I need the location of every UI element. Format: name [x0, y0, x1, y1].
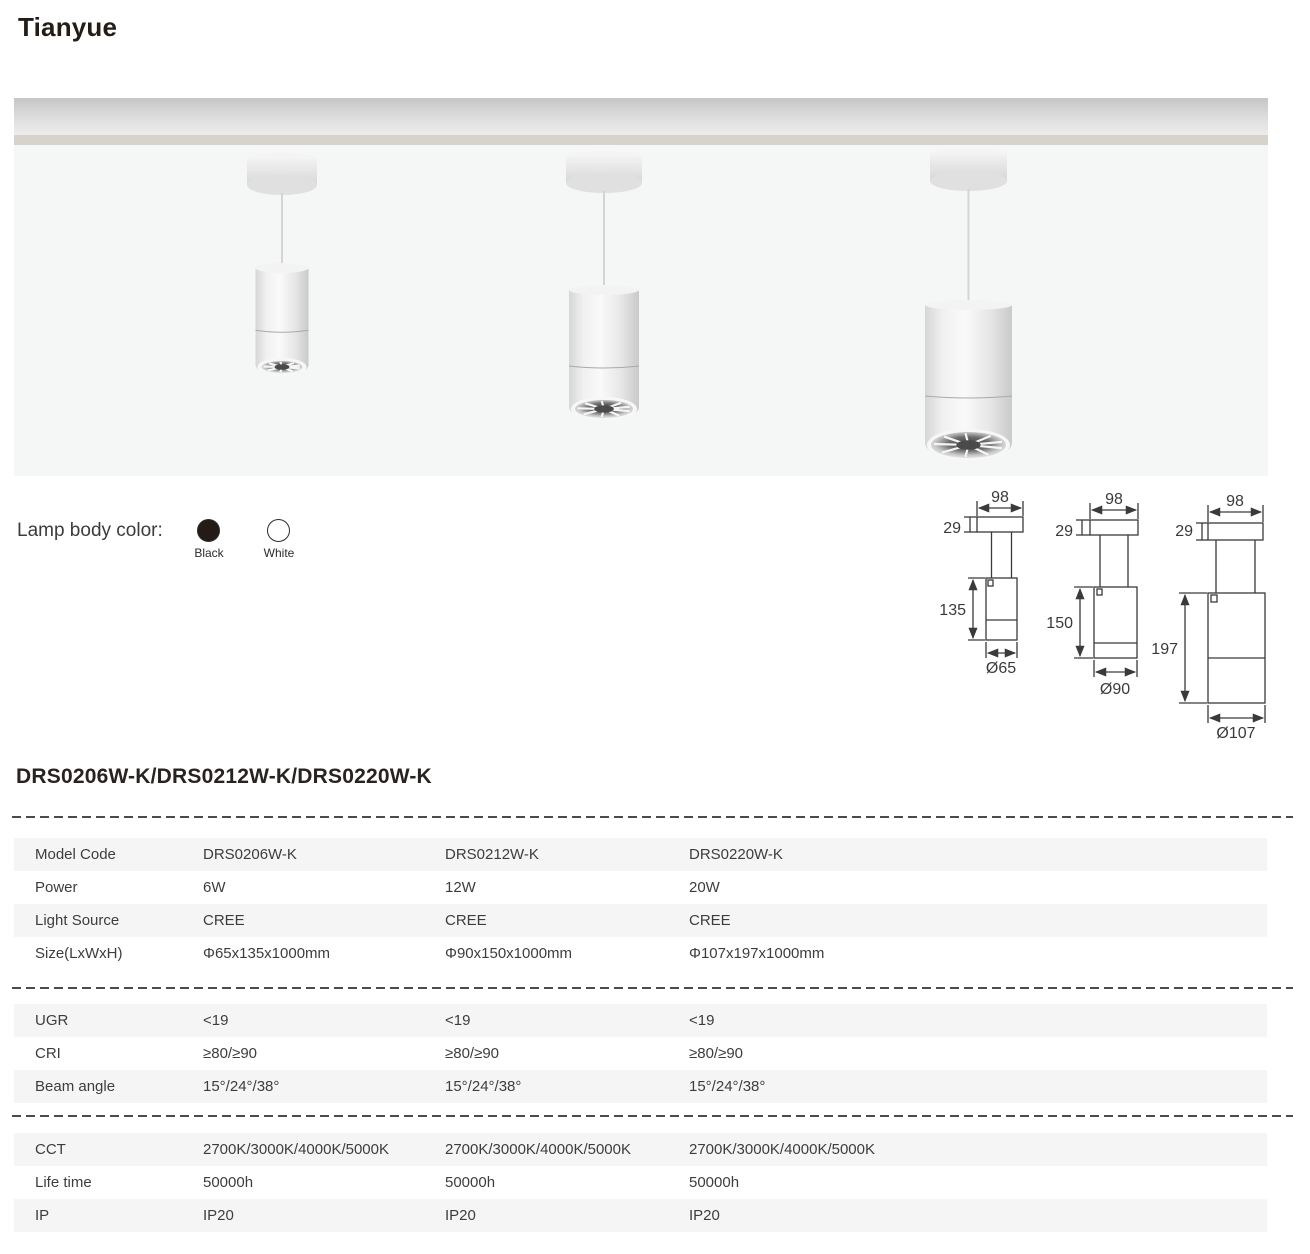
spec-row: [14, 1037, 1267, 1070]
spec-group-identity: [14, 838, 1267, 970]
white-color-dot: [267, 519, 290, 542]
lamp-illustration: [564, 151, 644, 424]
spec-value: 50000h: [203, 1174, 254, 1191]
dim-diameter: Ø65: [985, 660, 1017, 677]
spec-row: [14, 838, 1267, 871]
dim-canopy-height: 29: [943, 520, 961, 537]
dashed-divider: [12, 1115, 1293, 1117]
spec-value: DRS0206W-K: [203, 846, 297, 863]
spec-value: ≥80/≥90: [203, 1045, 258, 1062]
spec-value: 15°/24°/38°: [689, 1078, 766, 1095]
lamp-body-color-row: [17, 512, 377, 572]
dimension-drawing-medium: [1046, 491, 1138, 698]
dimension-drawing-small: [939, 489, 1023, 677]
dim-top-width: 98: [991, 489, 1009, 506]
spec-value: ≥80/≥90: [689, 1045, 744, 1062]
spec-value: 20W: [689, 879, 720, 896]
product-photo-area: [14, 98, 1268, 476]
spec-value: 15°/24°/38°: [203, 1078, 280, 1095]
swatch-label-white: White: [263, 546, 295, 560]
spec-value: Φ65x135x1000mm: [203, 945, 331, 962]
spec-label: Light Source: [35, 912, 120, 929]
spec-value: 6W: [203, 879, 226, 896]
spec-value: <19: [689, 1012, 715, 1029]
spec-value: IP20: [689, 1207, 720, 1224]
spec-value: DRS0220W-K: [689, 846, 783, 863]
swatch-label-black: Black: [194, 546, 224, 560]
spec-label: Beam angle: [35, 1078, 116, 1095]
dashed-divider: [12, 816, 1293, 818]
spec-row: [14, 1133, 1267, 1166]
spec-value: 50000h: [445, 1174, 496, 1191]
spec-row: [14, 871, 1267, 904]
spec-value: CREE: [445, 912, 487, 929]
spec-value: IP20: [445, 1207, 476, 1224]
dashed-divider: [12, 987, 1293, 989]
spec-value: 2700K/3000K/4000K/5000K: [445, 1141, 631, 1158]
dim-top-width: 98: [1226, 493, 1244, 510]
spec-row: [14, 1004, 1267, 1037]
dim-body-height: 197: [1151, 641, 1178, 658]
spec-group-performance: [14, 1133, 1267, 1232]
dim-body-height: 135: [939, 602, 966, 619]
dimension-drawings: [930, 483, 1310, 745]
spec-row: [14, 1199, 1267, 1232]
dim-diameter: Ø107: [1216, 725, 1256, 742]
spec-label: Life time: [35, 1174, 92, 1191]
brand-title: Tianyue: [18, 12, 118, 42]
spec-value: ≥80/≥90: [445, 1045, 500, 1062]
spec-label: CCT: [35, 1141, 66, 1158]
spec-value: Φ90x150x1000mm: [445, 945, 573, 962]
dim-canopy-height: 29: [1175, 523, 1193, 540]
dim-top-width: 98: [1105, 491, 1123, 508]
spec-group-optics: [14, 1004, 1267, 1103]
spec-value: DRS0212W-K: [445, 846, 539, 863]
spec-label: Model Code: [35, 846, 116, 863]
dim-diameter: Ø90: [1099, 681, 1131, 698]
spec-value: <19: [203, 1012, 229, 1029]
spec-label: Power: [35, 879, 78, 896]
spec-value: 2700K/3000K/4000K/5000K: [203, 1141, 389, 1158]
spec-label: Size(LxWxH): [35, 945, 123, 962]
spec-value: CREE: [203, 912, 245, 929]
dim-canopy-height: 29: [1055, 523, 1073, 540]
spec-value: 50000h: [689, 1174, 740, 1191]
pendant-lamp-large: [924, 148, 1013, 467]
pendant-lamp-small: [246, 153, 318, 382]
ceiling-strip: [14, 135, 1268, 145]
spec-row: [14, 937, 1267, 970]
spec-label: UGR: [35, 1012, 69, 1029]
lamp-illustration: [246, 153, 318, 377]
spec-row: [14, 1070, 1267, 1103]
color-swatch-black: [179, 512, 239, 572]
spec-value: <19: [445, 1012, 471, 1029]
dimension-drawing-large: [1151, 493, 1265, 742]
spec-value: 2700K/3000K/4000K/5000K: [689, 1141, 875, 1158]
spec-value: 12W: [445, 879, 476, 896]
color-swatch-white: [249, 512, 309, 572]
spec-label: IP: [35, 1207, 50, 1224]
spec-value: Φ107x197x1000mm: [689, 945, 825, 962]
spec-row: [14, 1166, 1267, 1199]
spec-value: 15°/24°/38°: [445, 1078, 522, 1095]
lamp-illustration: [924, 148, 1013, 462]
section-title: DRS0206W-K/DRS0212W-K/DRS0220W-K: [16, 765, 432, 788]
lamp-body-color-label: Lamp body color:: [17, 520, 163, 541]
pendant-lamp-medium: [564, 151, 644, 429]
spec-label: CRI: [35, 1045, 61, 1062]
ceiling-gradient-band: [14, 98, 1268, 135]
spec-value: IP20: [203, 1207, 234, 1224]
dim-body-height: 150: [1046, 615, 1073, 632]
spec-value: CREE: [689, 912, 731, 929]
spec-row: [14, 904, 1267, 937]
black-color-dot: [197, 519, 220, 542]
